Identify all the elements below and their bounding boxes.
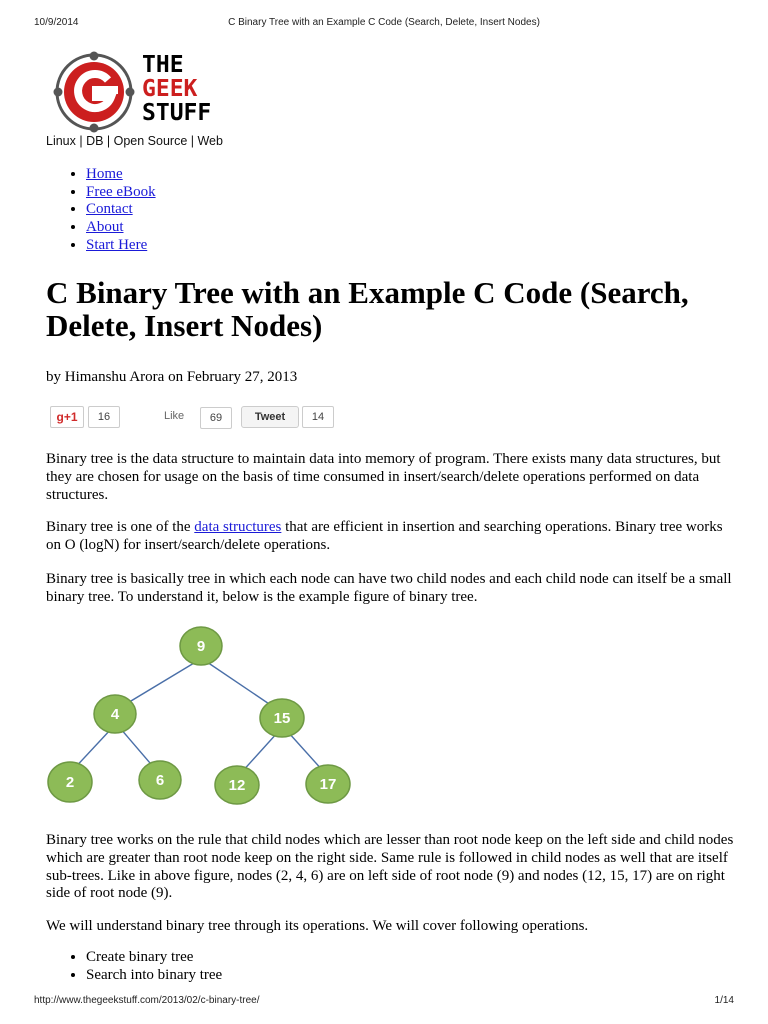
node-label-15: 15 [273,710,291,727]
logo-line-geek: GEEK [142,76,198,102]
main-nav [46,166,156,255]
site-logo[interactable] [46,50,266,150]
gplus-button[interactable]: g+1 [50,406,84,428]
tree-node-12 [215,766,259,804]
tree-node-9 [180,627,222,665]
print-title: C Binary Tree with an Example C Code (Search, Delete, Insert Nodes) [228,17,540,28]
logo-line-stuff: STUFF [142,100,212,126]
geek-g-logo-icon [52,50,136,134]
paragraph-intro: Binary tree is the data structure to maintain data into memory of program. There exists many data structures, but they are chosen for usage on the basis of time consumed in insert/search/delete operations performed on data structures. [46,451,721,503]
nav-item-free-ebook [86,184,156,202]
print-url: http://www.thegeekstuff.com/2013/02/c-binary-tree/ [34,995,260,1006]
article-byline: by Himanshu Arora on February 27, 2013 [46,369,298,385]
tree-node-6 [139,761,181,799]
operations-list [46,949,222,984]
nav-link-home[interactable]: Home [86,166,123,182]
paragraph-text: Binary tree is one of the [46,519,195,535]
logo-wordmark [142,53,211,125]
paragraph-text: that are efficient in insertion and searching operations. Binary tree works on O (logN) for insert/search/delete operations. [46,519,723,553]
tree-node-4 [94,695,136,733]
operation-item: • Create binary tree [86,949,222,967]
tweet-count: 14 [302,406,334,428]
node-label-17: 17 [319,776,337,793]
nav-item-about [86,219,156,237]
node-label-9: 9 [196,638,206,655]
tree-node-15 [260,699,304,737]
node-label-4: 4 [110,706,120,723]
nav-item-contact [86,201,156,219]
nav-link-free-ebook[interactable]: Free eBook [86,183,156,200]
paragraph-data-structures [46,519,736,555]
article-title: C Binary Tree with an Example C Code (Search, Delete, Insert Nodes) [46,275,689,343]
tree-node-17 [306,765,350,803]
node-label-12: 12 [228,777,246,794]
nav-link-about[interactable]: About [86,219,124,236]
data-structures-link[interactable]: data structures [194,519,282,535]
tree-node-2 [48,762,92,802]
paragraph-definition: Binary tree is basically tree in which each node can have two child nodes and each child node can itself be a small binary tree. To understand it, below is the example figure of binary tree. [46,571,732,605]
print-footer [0,995,768,1009]
nav-item-start-here [86,237,156,255]
nav-link-start-here[interactable]: Start Here [86,236,148,253]
operation-item: • Search into binary tree [86,967,222,985]
like-count: 69 [200,407,232,429]
paragraph-tree-rule: Binary tree works on the rule that child nodes which are lesser than root node keep on the left side and child nodes which are greater than root node keep on the right side. Same rule is followed in child nodes as well that are itself sub-trees. Like in above figure, nodes (2, 4, 6) are on left side of root node (9) and nodes (12, 15, 17) are on right side of root node (9). [46,832,734,902]
print-header [0,17,768,31]
nav-item-home [86,166,156,184]
node-label-6: 6 [155,772,165,789]
binary-tree-figure [44,622,364,812]
logo-line-the: THE [142,52,184,78]
like-button[interactable]: Like [164,410,185,422]
node-label-2: 2 [65,774,75,791]
nav-link-contact[interactable]: Contact [86,201,133,218]
gplus-count: 16 [88,406,120,428]
print-date: 10/9/2014 [34,17,79,28]
tweet-button[interactable]: Tweet [241,406,299,428]
logo-tagline: Linux | DB | Open Source | Web [46,134,223,148]
print-page-number: 1/14 [714,995,734,1006]
paragraph-operations-intro: We will understand binary tree through its operations. We will cover following operations. [46,918,589,934]
